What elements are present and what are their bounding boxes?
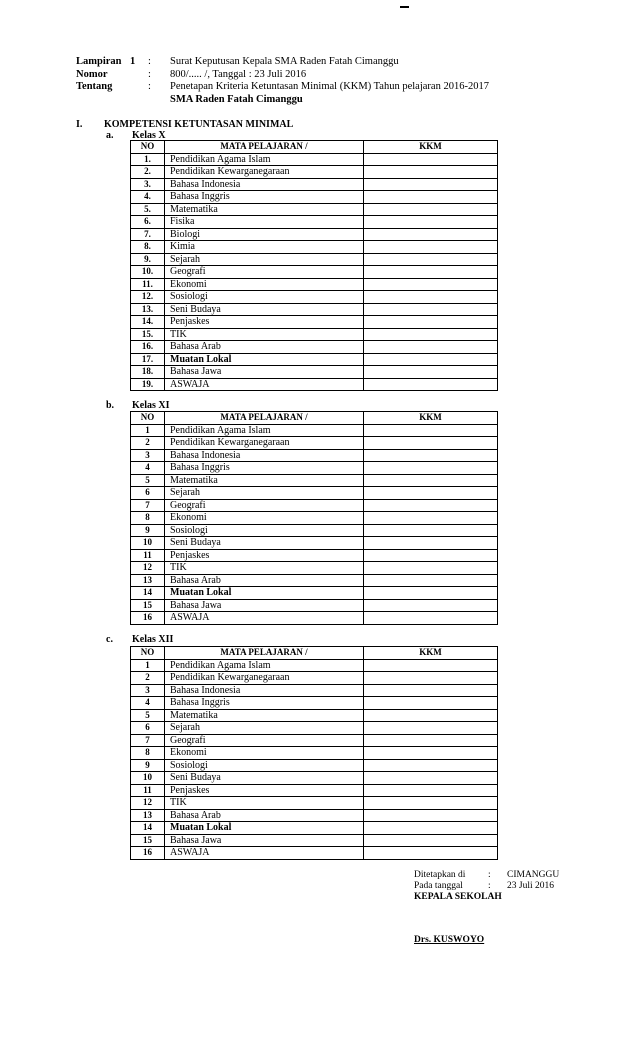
subject-name: Bahasa Inggris: [165, 462, 364, 475]
table-row: [131, 499, 498, 512]
table-row: [131, 449, 498, 462]
subject-name: Penjaskes: [165, 549, 364, 562]
row-number: 2: [131, 437, 165, 450]
kkm-value-cell[interactable]: [364, 797, 498, 810]
row-number: 6.: [131, 216, 165, 229]
kkm-value-cell[interactable]: [364, 834, 498, 847]
row-number: 9: [131, 759, 165, 772]
col-header-kkm: KKM: [364, 141, 498, 154]
row-number: 12.: [131, 291, 165, 304]
kkm-value-cell[interactable]: [364, 512, 498, 525]
nomor-label: Nomor: [76, 68, 108, 80]
colon: :: [148, 81, 151, 92]
kkm-value-cell[interactable]: [364, 659, 498, 672]
ditetapkan-value: CIMANGGU: [507, 870, 560, 880]
col-header-mapel: MATA PELAJARAN /: [165, 647, 364, 660]
kkm-value-cell[interactable]: [364, 587, 498, 600]
tentang-value: Penetapan Kriteria Ketuntasan Minimal (KKM) Tahun pelajaran 2016-2017: [170, 81, 489, 92]
row-number: 15: [131, 834, 165, 847]
table-row: [131, 759, 498, 772]
subject-name: Pendidikan Agama Islam: [165, 153, 364, 166]
subject-name: Penjaskes: [165, 784, 364, 797]
ditetapkan-label: Ditetapkan di: [414, 870, 466, 880]
table-row: [131, 537, 498, 550]
subject-name: Pendidikan Agama Islam: [165, 659, 364, 672]
kkm-value-cell[interactable]: [364, 203, 498, 216]
colon: :: [148, 68, 151, 80]
kkm-value-cell[interactable]: [364, 228, 498, 241]
table-row: [131, 278, 498, 291]
row-number: 3: [131, 449, 165, 462]
kkm-value-cell[interactable]: [364, 353, 498, 366]
kkm-value-cell[interactable]: [364, 734, 498, 747]
row-number: 17.: [131, 353, 165, 366]
row-number: 19.: [131, 378, 165, 391]
lampiran-value: Surat Keputusan Kepala SMA Raden Fatah Cimanggu: [170, 56, 399, 67]
row-number: 12: [131, 797, 165, 810]
subject-name: Penjaskes: [165, 316, 364, 329]
kkm-value-cell[interactable]: [364, 574, 498, 587]
table-row: [131, 266, 498, 279]
row-number: 13.: [131, 303, 165, 316]
kkm-table-kelas-xii: [130, 646, 498, 860]
row-number: 8.: [131, 241, 165, 254]
table-row: [131, 822, 498, 835]
subject-name: Bahasa Arab: [165, 341, 364, 354]
row-number: 10.: [131, 266, 165, 279]
subject-name: Pendidikan Kewarganegaraan: [165, 672, 364, 685]
row-number: 2: [131, 672, 165, 685]
subject-name: Pendidikan Kewarganegaraan: [165, 437, 364, 450]
table-row: [131, 587, 498, 600]
row-number: 4.: [131, 191, 165, 204]
row-number: 11.: [131, 278, 165, 291]
subject-name: Bahasa Arab: [165, 574, 364, 587]
lampiran-number: 1: [130, 56, 136, 67]
kkm-value-cell[interactable]: [364, 366, 498, 379]
subject-name: Seni Budaya: [165, 303, 364, 316]
table-row: [131, 166, 498, 179]
row-number: 14: [131, 822, 165, 835]
kkm-value-cell[interactable]: [364, 303, 498, 316]
kkm-value-cell[interactable]: [364, 599, 498, 612]
subject-name: Biologi: [165, 228, 364, 241]
row-number: 16: [131, 847, 165, 860]
row-number: 8: [131, 747, 165, 760]
table-row: [131, 747, 498, 760]
subject-name: Fisika: [165, 216, 364, 229]
kkm-table-kelas-x: [130, 140, 498, 391]
table-row: [131, 599, 498, 612]
row-number: 4: [131, 462, 165, 475]
col-header-mapel: MATA PELAJARAN /: [165, 412, 364, 425]
subject-name: Bahasa Indonesia: [165, 178, 364, 191]
table-row: [131, 574, 498, 587]
kkm-value-cell[interactable]: [364, 697, 498, 710]
subject-name: Sosiologi: [165, 759, 364, 772]
table-row: [131, 316, 498, 329]
col-header-no: NO: [131, 412, 165, 425]
kkm-value-cell[interactable]: [364, 612, 498, 625]
table-row: [131, 366, 498, 379]
kelas-letter: c.: [106, 634, 113, 645]
subject-name: Ekonomi: [165, 512, 364, 525]
kelas-name: Kelas XI: [132, 400, 170, 411]
row-number: 18.: [131, 366, 165, 379]
kkm-value-cell[interactable]: [364, 253, 498, 266]
subject-name: TIK: [165, 797, 364, 810]
tanggal-row: [414, 881, 554, 892]
row-number: 8: [131, 512, 165, 525]
table-row: [131, 203, 498, 216]
kkm-value-cell[interactable]: [364, 709, 498, 722]
subject-name: Geografi: [165, 734, 364, 747]
table-row: [131, 378, 498, 391]
subject-name: Geografi: [165, 499, 364, 512]
ditetapkan-row: [414, 870, 560, 881]
kkm-value-cell[interactable]: [364, 474, 498, 487]
kkm-value-cell[interactable]: [364, 722, 498, 735]
row-number: 3.: [131, 178, 165, 191]
table-row: [131, 659, 498, 672]
subject-name: Bahasa Inggris: [165, 697, 364, 710]
tentang-value-school: SMA Raden Fatah Cimanggu: [170, 93, 303, 105]
signatory-name: Drs. KUSWOYO: [414, 935, 485, 945]
table-row: [131, 291, 498, 304]
col-header-kkm: KKM: [364, 647, 498, 660]
row-number: 15.: [131, 328, 165, 341]
table-row: [131, 697, 498, 710]
row-number: 7: [131, 734, 165, 747]
table-row: [131, 178, 498, 191]
kkm-value-cell[interactable]: [364, 191, 498, 204]
table-row: [131, 772, 498, 785]
subject-name: Sejarah: [165, 253, 364, 266]
subject-name: Ekonomi: [165, 747, 364, 760]
table-row: [131, 228, 498, 241]
subject-name: Matematika: [165, 203, 364, 216]
subject-name: ASWAJA: [165, 612, 364, 625]
kkm-value-cell[interactable]: [364, 424, 498, 437]
table-row: [131, 487, 498, 500]
kelas-letter: a.: [106, 130, 114, 141]
subject-name: Muatan Lokal: [165, 353, 364, 366]
nomor-value: 800/..... /, Tanggal : 23 Juli 2016: [170, 68, 307, 80]
table-row: [131, 524, 498, 537]
subject-name: ASWAJA: [165, 847, 364, 860]
colon: :: [488, 881, 491, 891]
table-row: [131, 797, 498, 810]
subject-name: Kimia: [165, 241, 364, 254]
kkm-value-cell[interactable]: [364, 487, 498, 500]
subject-name: Matematika: [165, 474, 364, 487]
subject-name: Bahasa Indonesia: [165, 449, 364, 462]
table-row: [131, 191, 498, 204]
table-row: [131, 784, 498, 797]
subject-name: Bahasa Indonesia: [165, 684, 364, 697]
table-row: [131, 153, 498, 166]
kkm-value-cell[interactable]: [364, 772, 498, 785]
subject-name: Sosiologi: [165, 291, 364, 304]
row-number: 1.: [131, 153, 165, 166]
kkm-value-cell[interactable]: [364, 378, 498, 391]
table-row: [131, 722, 498, 735]
row-number: 3: [131, 684, 165, 697]
kkm-value-cell[interactable]: [364, 216, 498, 229]
kkm-value-cell[interactable]: [364, 462, 498, 475]
row-number: 10: [131, 537, 165, 550]
kkm-table-kelas-xi: [130, 411, 498, 625]
kkm-value-cell[interactable]: [364, 747, 498, 760]
subject-name: Sosiologi: [165, 524, 364, 537]
col-header-mapel: MATA PELAJARAN /: [165, 141, 364, 154]
subject-name: ASWAJA: [165, 378, 364, 391]
table-row: [131, 834, 498, 847]
row-number: 7.: [131, 228, 165, 241]
kkm-value-cell[interactable]: [364, 809, 498, 822]
subject-name: Pendidikan Kewarganegaraan: [165, 166, 364, 179]
subject-name: Pendidikan Agama Islam: [165, 424, 364, 437]
kkm-value-cell[interactable]: [364, 499, 498, 512]
row-number: 1: [131, 424, 165, 437]
subject-name: Sejarah: [165, 722, 364, 735]
signature-block: [414, 870, 560, 903]
subject-name: Bahasa Arab: [165, 809, 364, 822]
subject-name: Muatan Lokal: [165, 822, 364, 835]
table-row: [131, 328, 498, 341]
kkm-value-cell[interactable]: [364, 847, 498, 860]
kkm-value-cell[interactable]: [364, 784, 498, 797]
table-row: [131, 549, 498, 562]
section-title: [76, 119, 293, 130]
colon: :: [148, 56, 151, 67]
subject-name: TIK: [165, 562, 364, 575]
row-number: 4: [131, 697, 165, 710]
table-row: [131, 612, 498, 625]
kkm-value-cell[interactable]: [364, 328, 498, 341]
row-number: 14: [131, 587, 165, 600]
kkm-value-cell[interactable]: [364, 178, 498, 191]
row-number: 11: [131, 549, 165, 562]
table-row: [131, 474, 498, 487]
header-dash: [400, 6, 409, 8]
table-row: [131, 341, 498, 354]
subject-name: Matematika: [165, 709, 364, 722]
subject-name: Bahasa Jawa: [165, 834, 364, 847]
kkm-value-cell[interactable]: [364, 291, 498, 304]
table-header-row: [131, 141, 498, 154]
kkm-value-cell[interactable]: [364, 562, 498, 575]
subject-name: Bahasa Inggris: [165, 191, 364, 204]
row-number: 14.: [131, 316, 165, 329]
kkm-value-cell[interactable]: [364, 166, 498, 179]
subject-name: TIK: [165, 328, 364, 341]
row-number: 9: [131, 524, 165, 537]
kkm-value-cell[interactable]: [364, 549, 498, 562]
subject-name: Bahasa Jawa: [165, 599, 364, 612]
tentang-label: Tentang: [76, 81, 113, 92]
kkm-value-cell[interactable]: [364, 822, 498, 835]
kkm-value-cell[interactable]: [364, 316, 498, 329]
table-row: [131, 847, 498, 860]
subject-name: Muatan Lokal: [165, 587, 364, 600]
table-row: [131, 512, 498, 525]
kelas-name: Kelas XII: [132, 634, 174, 645]
row-number: 7: [131, 499, 165, 512]
table-row: [131, 709, 498, 722]
row-number: 6: [131, 487, 165, 500]
table-row: [131, 562, 498, 575]
table-row: [131, 216, 498, 229]
lampiran-label: Lampiran: [76, 56, 122, 67]
table-row: [131, 353, 498, 366]
subject-name: Seni Budaya: [165, 537, 364, 550]
subject-name: Ekonomi: [165, 278, 364, 291]
row-number: 16.: [131, 341, 165, 354]
subject-name: Geografi: [165, 266, 364, 279]
row-number: 13: [131, 809, 165, 822]
kelas-letter: b.: [106, 400, 115, 411]
row-number: 2.: [131, 166, 165, 179]
kkm-value-cell[interactable]: [364, 266, 498, 279]
colon: :: [488, 870, 491, 880]
subject-name: Bahasa Jawa: [165, 366, 364, 379]
row-number: 6: [131, 722, 165, 735]
kkm-value-cell[interactable]: [364, 672, 498, 685]
kkm-value-cell[interactable]: [364, 341, 498, 354]
table-row: [131, 303, 498, 316]
table-row: [131, 672, 498, 685]
kelas-name: Kelas X: [132, 130, 166, 141]
section-number: I.: [76, 119, 83, 130]
kkm-value-cell[interactable]: [364, 524, 498, 537]
subject-name: Seni Budaya: [165, 772, 364, 785]
col-header-no: NO: [131, 141, 165, 154]
tanggal-value: 23 Juli 2016: [507, 881, 554, 891]
table-row: [131, 809, 498, 822]
table-header-row: [131, 647, 498, 660]
kkm-value-cell[interactable]: [364, 759, 498, 772]
tanggal-label: Pada tanggal: [414, 881, 463, 891]
row-number: 15: [131, 599, 165, 612]
table-row: [131, 734, 498, 747]
row-number: 11: [131, 784, 165, 797]
col-header-no: NO: [131, 647, 165, 660]
row-number: 10: [131, 772, 165, 785]
kkm-value-cell[interactable]: [364, 153, 498, 166]
col-header-kkm: KKM: [364, 412, 498, 425]
row-number: 12: [131, 562, 165, 575]
row-number: 5: [131, 709, 165, 722]
table-header-row: [131, 412, 498, 425]
section-label: KOMPETENSI KETUNTASAN MINIMAL: [104, 119, 294, 130]
row-number: 9.: [131, 253, 165, 266]
row-number: 5.: [131, 203, 165, 216]
row-number: 5: [131, 474, 165, 487]
table-row: [131, 241, 498, 254]
kkm-value-cell[interactable]: [364, 241, 498, 254]
table-row: [131, 437, 498, 450]
table-row: [131, 253, 498, 266]
table-row: [131, 424, 498, 437]
table-row: [131, 684, 498, 697]
kkm-value-cell[interactable]: [364, 437, 498, 450]
kkm-value-cell[interactable]: [364, 278, 498, 291]
signatory-title: KEPALA SEKOLAH: [414, 892, 502, 902]
kkm-value-cell[interactable]: [364, 449, 498, 462]
table-row: [131, 462, 498, 475]
row-number: 1: [131, 659, 165, 672]
kkm-value-cell[interactable]: [364, 537, 498, 550]
row-number: 13: [131, 574, 165, 587]
subject-name: Sejarah: [165, 487, 364, 500]
row-number: 16: [131, 612, 165, 625]
kkm-value-cell[interactable]: [364, 684, 498, 697]
